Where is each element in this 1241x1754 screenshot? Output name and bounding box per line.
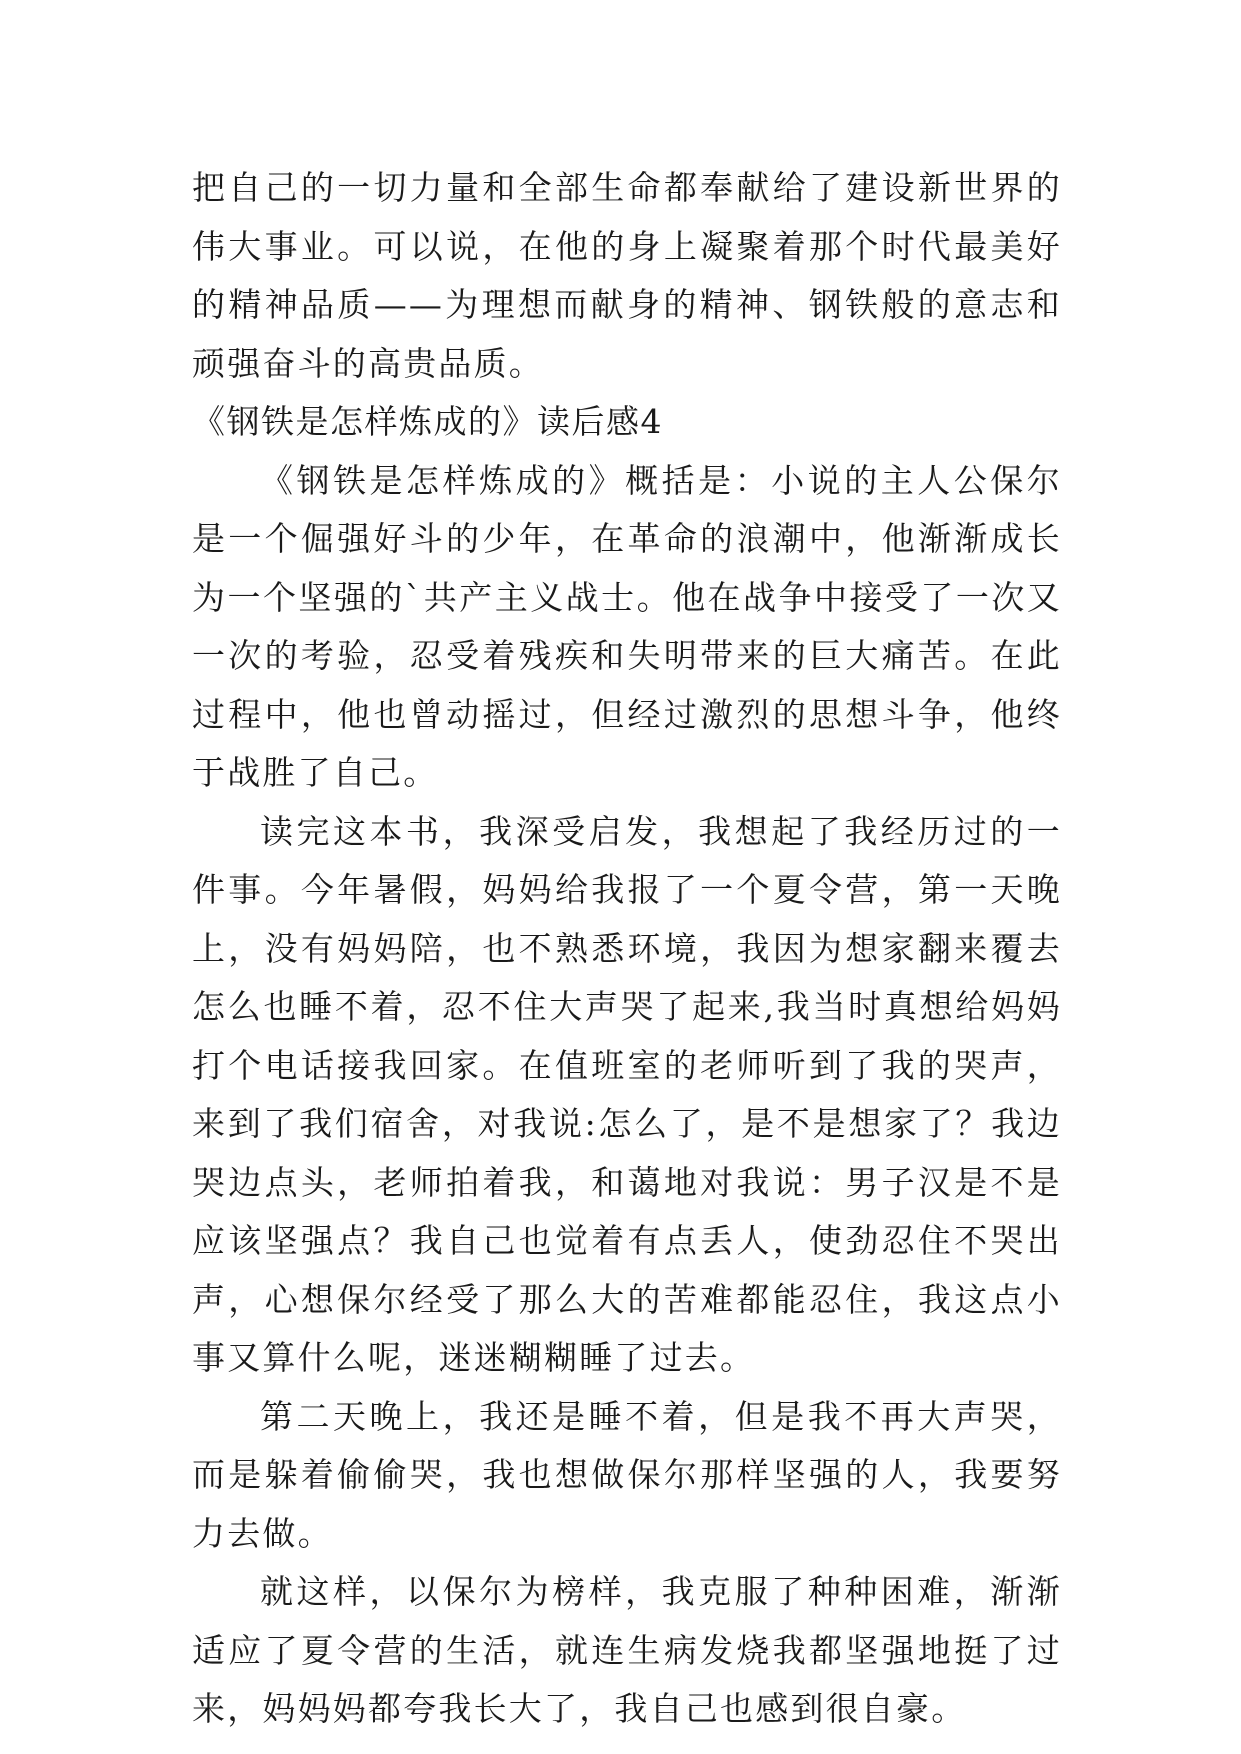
- document-body: [192, 159, 1062, 1739]
- paragraph-story: 读完这本书，我深受启发，我想起了我经历过的一件事。今年暑假，妈妈给我报了一个夏令营，第一天晚上，没有妈妈陪，也不熟悉环境，我因为想家翻来覆去怎么也睡不着，忍不住大声哭了起来,我当时真想给妈妈打个电话接我回家。在值班室的老师听到了我的哭声，来到了我们宿舍，对我说:怎么了，是不是想家了？我边哭边点头，老师拍着我，和蔼地对我说：男子汉是不是应该坚强点？我自己也觉着有点丢人，使劲忍住不哭出声，心想保尔经受了那么大的苦难都能忍住，我这点小事又算什么呢，迷迷糊糊睡了过去。: [192, 811, 1062, 1377]
- paragraph-conclusion: 就这样，以保尔为榜样，我克服了种种困难，渐渐适应了夏令营的生活，就连生病发烧我都坚强地挺了过来，妈妈妈都夸我长大了，我自己也感到很自豪。: [192, 1572, 1062, 1728]
- paragraph-second-night: 第二天晚上，我还是睡不着，但是我不再大声哭，而是躲着偷偷哭，我也想做保尔那样坚强的人，我要努力去做。: [192, 1396, 1062, 1553]
- paragraph-summary: 《钢铁是怎样炼成的》概括是：小说的主人公保尔是一个倔强好斗的少年，在革命的浪潮中，他渐渐成长为一个坚强的`共产主义战士。他在战争中接受了一次又一次的考验，忍受着残疾和失明带来的巨大痛苦。在此过程中，他也曾动摇过，但经过激烈的思想斗争，他终于战胜了自己。: [192, 460, 1062, 792]
- section-heading: 《钢铁是怎样炼成的》读后感4: [192, 402, 663, 441]
- paragraph-continued: 把自己的一切力量和全部生命都奉献给了建设新世界的伟大事业。可以说，在他的身上凝聚着那个时代最美好的精神品质——为理想而献身的精神、钢铁般的意志和顽强奋斗的高贵品质。: [192, 168, 1062, 383]
